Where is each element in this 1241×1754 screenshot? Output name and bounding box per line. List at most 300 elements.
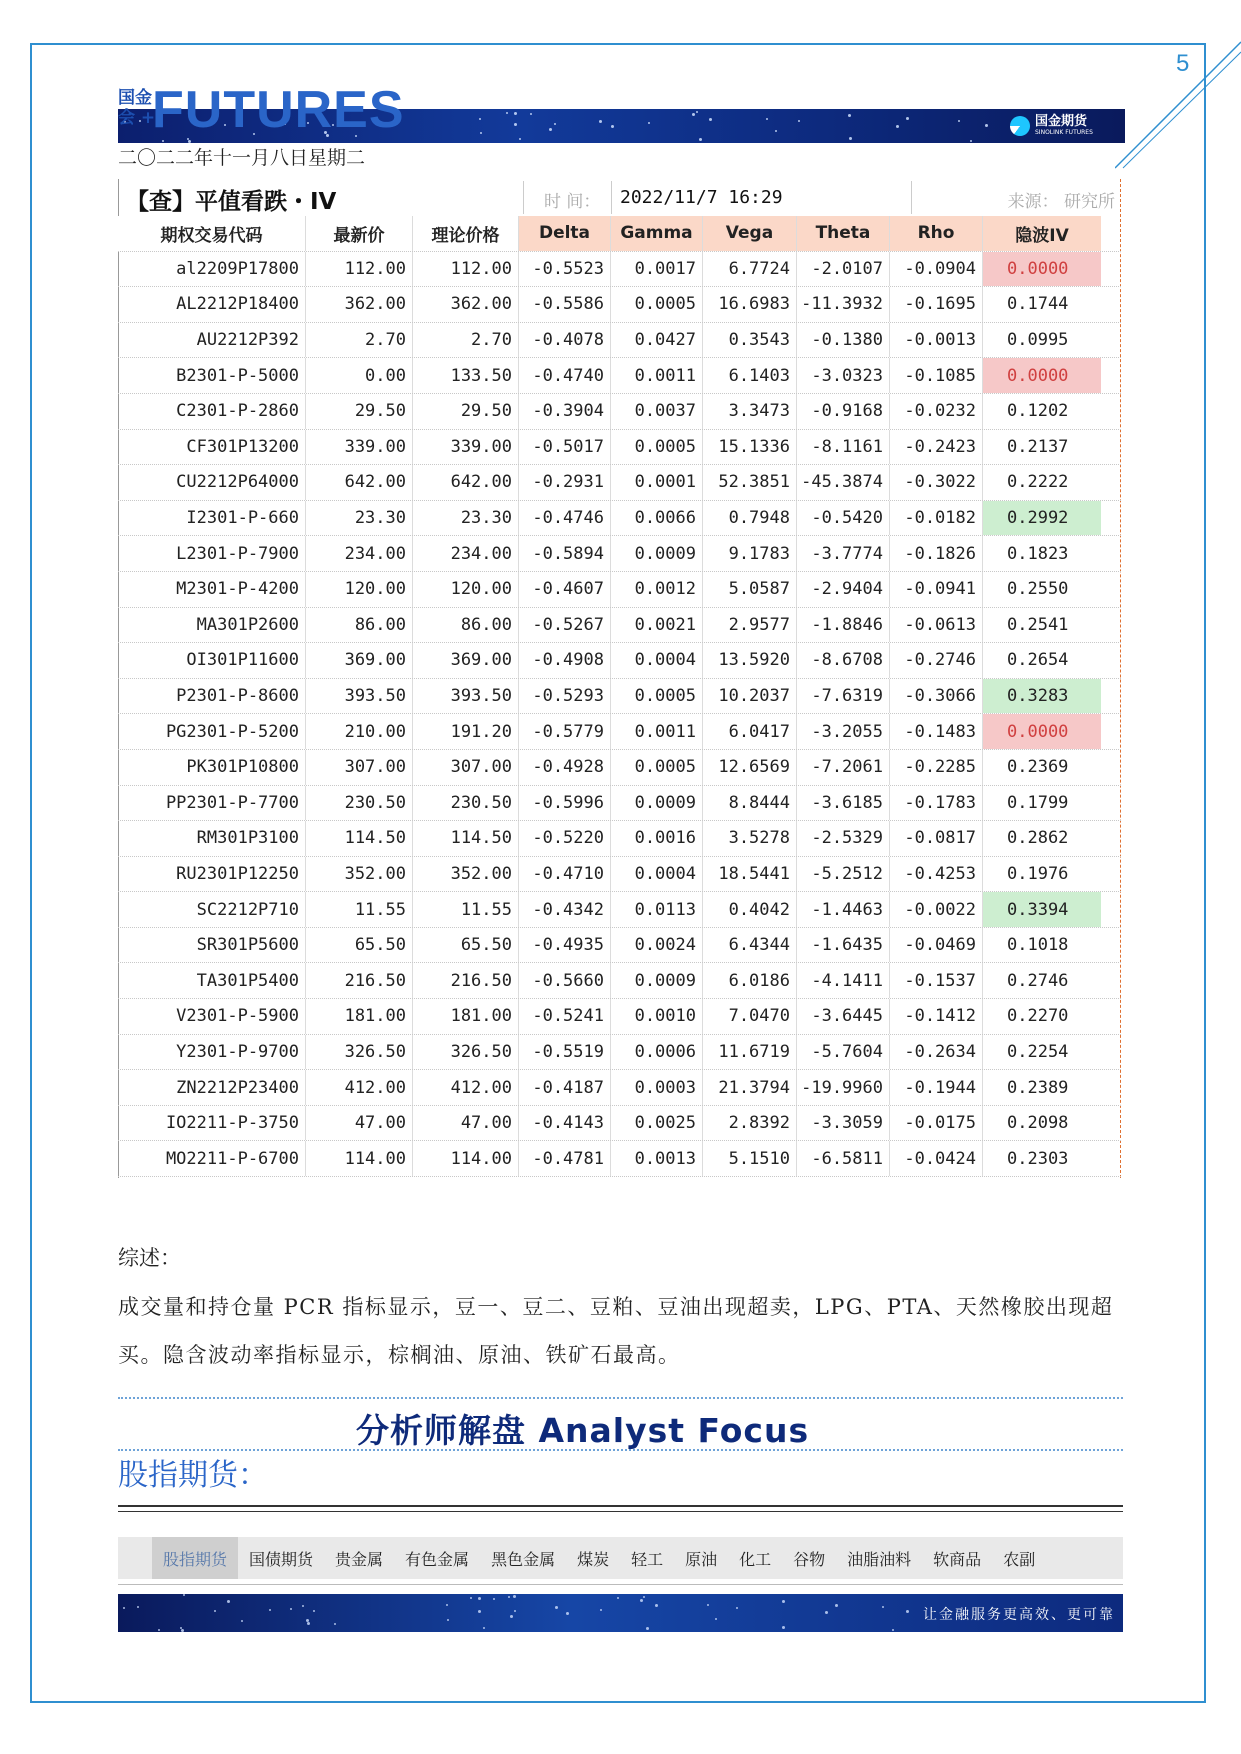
cell-rho: -0.0613 [890, 608, 983, 643]
cell-gamma: 0.0037 [611, 394, 703, 429]
cell-vega: 6.0417 [703, 714, 797, 749]
cell-theo: 412.00 [413, 1070, 519, 1105]
cell-iv: 0.2389 [1007, 1077, 1069, 1098]
cell-vega: 3.3473 [703, 394, 797, 429]
cell-theo: 369.00 [413, 643, 519, 678]
nav-item[interactable]: 煤炭 [577, 1549, 610, 1569]
cell-theo: 307.00 [413, 750, 519, 785]
cell-gamma: 0.0004 [611, 857, 703, 892]
cell-theta: -0.1380 [797, 323, 890, 358]
cell-theo: 216.50 [413, 963, 519, 998]
cell-gamma: 0.0005 [611, 287, 703, 322]
footer-banner [118, 1594, 1123, 1632]
cell-last: 23.30 [306, 501, 413, 536]
table-row [118, 252, 1121, 288]
cell-vega: 2.8392 [703, 1106, 797, 1141]
cell-vega: 10.2037 [703, 679, 797, 714]
table-row [118, 963, 1121, 999]
cell-last: 114.50 [306, 821, 413, 856]
report-date: 二〇二二年十一月八日星期二 [118, 147, 366, 169]
logo-chinese [118, 88, 155, 128]
cell-code: AU2212P392 [118, 323, 306, 358]
table-row [118, 572, 1121, 608]
table-row [118, 1141, 1121, 1177]
cell-vega: 6.1403 [703, 358, 797, 393]
table-row [118, 928, 1121, 964]
cell-gamma: 0.0427 [611, 323, 703, 358]
divider-dotted [118, 1397, 1123, 1399]
cell-last: 65.50 [306, 928, 413, 963]
cell-rho: -0.1783 [890, 786, 983, 821]
cell-delta: -0.5894 [519, 536, 611, 571]
cell-rho: -0.0469 [890, 928, 983, 963]
cell-last: 234.00 [306, 536, 413, 571]
cell-code: V2301-P-5900 [118, 999, 306, 1034]
cell-iv: 0.1823 [1007, 543, 1069, 564]
cell-last: 369.00 [306, 643, 413, 678]
cell-last: 112.00 [306, 252, 413, 287]
cell-delta: -0.2931 [519, 465, 611, 500]
cell-vega: 11.6719 [703, 1035, 797, 1070]
page-number: 5 [1176, 50, 1190, 77]
table-row [118, 287, 1121, 323]
table-row [118, 430, 1121, 466]
cell-iv: 0.0995 [1007, 330, 1069, 351]
cell-theta: -0.9168 [797, 394, 890, 429]
cell-theo: 114.00 [413, 1141, 519, 1176]
cell-rho: -0.0175 [890, 1106, 983, 1141]
col-header-vega: Vega [703, 216, 797, 251]
cell-theta: -0.5420 [797, 501, 890, 536]
cell-rho: -0.3022 [890, 465, 983, 500]
nav-item[interactable]: 化工 [739, 1549, 772, 1569]
cell-theo: 29.50 [413, 394, 519, 429]
cell-gamma: 0.0021 [611, 608, 703, 643]
footer-slogan: 让金融服务更高效、更可靠 [923, 1607, 1115, 1623]
cell-last: 230.50 [306, 786, 413, 821]
cell-theta: -2.9404 [797, 572, 890, 607]
cell-theo: 181.00 [413, 999, 519, 1034]
table-row [118, 821, 1121, 857]
cell-rho: -0.0941 [890, 572, 983, 607]
cell-theta: -5.2512 [797, 857, 890, 892]
cell-rho: -0.1826 [890, 536, 983, 571]
analyst-heading: 分析师解盘 Analyst Focus [356, 1411, 810, 1450]
cell-rho: -0.0424 [890, 1141, 983, 1176]
table-row [118, 608, 1121, 644]
cell-delta: -0.5586 [519, 287, 611, 322]
cell-theo: 65.50 [413, 928, 519, 963]
cell-last: 216.50 [306, 963, 413, 998]
nav-item[interactable]: 贵金属 [335, 1549, 384, 1569]
cell-rho: -0.0232 [890, 394, 983, 429]
cell-vega: 6.4344 [703, 928, 797, 963]
cell-rho: -0.1085 [890, 358, 983, 393]
cell-gamma: 0.0005 [611, 679, 703, 714]
category-nav [118, 1537, 1123, 1579]
cell-theo: 339.00 [413, 430, 519, 465]
cell-iv: 0.2992 [983, 501, 1101, 536]
logo-futures: FUTURES [152, 81, 405, 139]
time-value: 2022/11/7 16:29 [620, 187, 783, 208]
cell-vega: 0.7948 [703, 501, 797, 536]
cell-theta: -19.9960 [797, 1070, 890, 1105]
cell-last: 114.00 [306, 1141, 413, 1176]
cell-code: L2301-P-7900 [118, 536, 306, 571]
cell-iv: 0.2137 [1007, 436, 1069, 457]
cell-theo: 642.00 [413, 465, 519, 500]
cell-vega: 18.5441 [703, 857, 797, 892]
cell-code: AL2212P18400 [118, 287, 306, 322]
table-row [118, 786, 1121, 822]
nav-item[interactable]: 有色金属 [405, 1549, 470, 1569]
table-row [118, 750, 1121, 786]
nav-item[interactable]: 轻工 [631, 1549, 664, 1569]
cell-vega: 12.6569 [703, 750, 797, 785]
cell-code: Y2301-P-9700 [118, 1035, 306, 1070]
cell-theta: -3.3059 [797, 1106, 890, 1141]
table-row [118, 323, 1121, 359]
summary-text: 成交量和持仓量 PCR 指标显示，豆一、豆二、豆粕、豆油出现超卖，LPG、PTA、天然橡胶出现超买。隐含波动率指标显示，棕榈油、原油、铁矿石最高。 [118, 1295, 1114, 1367]
col-header-rho: Rho [890, 216, 983, 251]
cell-delta: -0.4078 [519, 323, 611, 358]
table-row [118, 1106, 1121, 1142]
cell-iv: 0.1744 [1007, 294, 1069, 315]
cell-iv: 0.0000 [983, 714, 1101, 749]
cell-last: 339.00 [306, 430, 413, 465]
cell-theo: 362.00 [413, 287, 519, 322]
cell-last: 326.50 [306, 1035, 413, 1070]
cell-code: al2209P17800 [118, 252, 306, 287]
cell-vega: 5.0587 [703, 572, 797, 607]
cell-theta: -1.6435 [797, 928, 890, 963]
table-row [118, 892, 1121, 928]
divider-dotted [118, 1449, 1123, 1451]
cell-last: 86.00 [306, 608, 413, 643]
cell-theta: -2.0107 [797, 252, 890, 287]
logo-cn-top: 国金 [118, 88, 152, 108]
cell-theo: 352.00 [413, 857, 519, 892]
cell-rho: -0.2285 [890, 750, 983, 785]
options-table [118, 179, 1121, 1178]
cell-iv: 0.0000 [983, 358, 1101, 393]
cell-rho: -0.1944 [890, 1070, 983, 1105]
cell-rho: -0.3066 [890, 679, 983, 714]
cell-delta: -0.3904 [519, 394, 611, 429]
col-header-theta: Theta [797, 216, 890, 251]
brand-name: 国金期货 [1035, 114, 1088, 129]
cell-rho: -0.2423 [890, 430, 983, 465]
cell-last: 362.00 [306, 287, 413, 322]
cell-iv: 0.2541 [1007, 614, 1069, 635]
col-header-theo: 理论价格 [413, 216, 519, 251]
cell-theta: -3.2055 [797, 714, 890, 749]
cell-theta: -1.4463 [797, 892, 890, 927]
cell-vega: 0.4042 [703, 892, 797, 927]
cell-gamma: 0.0066 [611, 501, 703, 536]
cell-delta: -0.4781 [519, 1141, 611, 1176]
cell-theo: 191.20 [413, 714, 519, 749]
cell-code: SR301P5600 [118, 928, 306, 963]
cell-gamma: 0.0011 [611, 358, 703, 393]
brand-circle-icon [1010, 116, 1030, 136]
cell-rho: -0.0013 [890, 323, 983, 358]
cell-last: 210.00 [306, 714, 413, 749]
cell-theta: -7.2061 [797, 750, 890, 785]
cell-vega: 0.3543 [703, 323, 797, 358]
logo-cn-bottom: 会 + [118, 108, 156, 128]
cell-code: CU2212P64000 [118, 465, 306, 500]
cell-rho: -0.0904 [890, 252, 983, 287]
cell-theta: -5.7604 [797, 1035, 890, 1070]
cell-theo: 114.50 [413, 821, 519, 856]
cell-theo: 11.55 [413, 892, 519, 927]
cell-gamma: 0.0016 [611, 821, 703, 856]
table-grid [118, 216, 1121, 1177]
cell-delta: -0.5267 [519, 608, 611, 643]
cell-iv: 0.2270 [1007, 1006, 1069, 1027]
cell-code: P2301-P-8600 [118, 679, 306, 714]
table-row [118, 465, 1121, 501]
cell-delta: -0.4607 [519, 572, 611, 607]
cell-rho: -0.0817 [890, 821, 983, 856]
cell-rho: -0.1537 [890, 963, 983, 998]
cell-code: MA301P2600 [118, 608, 306, 643]
cell-theo: 23.30 [413, 501, 519, 536]
cell-theta: -4.1411 [797, 963, 890, 998]
nav-item[interactable]: 油脂油料 [847, 1549, 912, 1569]
cell-delta: -0.5779 [519, 714, 611, 749]
cell-iv: 0.3283 [983, 679, 1101, 714]
cell-delta: -0.4143 [519, 1106, 611, 1141]
nav-divider [118, 1584, 1123, 1585]
cell-code: SC2212P710 [118, 892, 306, 927]
table-title-bar [118, 179, 1121, 216]
cell-delta: -0.4908 [519, 643, 611, 678]
cell-theo: 112.00 [413, 252, 519, 287]
cell-gamma: 0.0113 [611, 892, 703, 927]
cell-theta: -3.7774 [797, 536, 890, 571]
cell-theo: 120.00 [413, 572, 519, 607]
table-row [118, 501, 1121, 537]
cell-last: 11.55 [306, 892, 413, 927]
cell-gamma: 0.0009 [611, 963, 703, 998]
cell-delta: -0.4187 [519, 1070, 611, 1105]
cell-vega: 6.0186 [703, 963, 797, 998]
table-row [118, 679, 1121, 715]
cell-gamma: 0.0013 [611, 1141, 703, 1176]
cell-vega: 7.0470 [703, 999, 797, 1034]
cell-code: RM301P3100 [118, 821, 306, 856]
cell-rho: -0.1412 [890, 999, 983, 1034]
cell-iv: 0.2369 [1007, 757, 1069, 778]
cell-gamma: 0.0025 [611, 1106, 703, 1141]
table-row [118, 536, 1121, 572]
cell-theo: 393.50 [413, 679, 519, 714]
cell-last: 412.00 [306, 1070, 413, 1105]
cell-code: IO2211-P-3750 [118, 1106, 306, 1141]
brand-sub: SINOLINK FUTURES [1035, 129, 1093, 136]
table-row [118, 394, 1121, 430]
cell-iv: 0.1799 [1007, 792, 1069, 813]
cell-iv: 0.1976 [1007, 863, 1069, 884]
cell-code: TA301P5400 [118, 963, 306, 998]
cell-vega: 5.1510 [703, 1141, 797, 1176]
table-row [118, 857, 1121, 893]
cell-iv: 0.2746 [1007, 970, 1069, 991]
cell-last: 393.50 [306, 679, 413, 714]
cell-last: 120.00 [306, 572, 413, 607]
cell-theta: -7.6319 [797, 679, 890, 714]
cell-theta: -3.0323 [797, 358, 890, 393]
cell-gamma: 0.0009 [611, 786, 703, 821]
cell-delta: -0.4928 [519, 750, 611, 785]
nav-item[interactable]: 原油 [685, 1549, 718, 1569]
nav-item[interactable]: 黑色金属 [491, 1549, 556, 1569]
cell-vega: 21.3794 [703, 1070, 797, 1105]
section-title: 股指期货： [118, 1458, 268, 1493]
cell-gamma: 0.0024 [611, 928, 703, 963]
table-row [118, 643, 1121, 679]
cell-theta: -11.3932 [797, 287, 890, 322]
cell-theta: -1.8846 [797, 608, 890, 643]
time-label: 时 间： [544, 192, 601, 212]
cell-last: 47.00 [306, 1106, 413, 1141]
nav-item[interactable]: 国债期货 [249, 1549, 314, 1569]
cell-code: MO2211-P-6700 [118, 1141, 306, 1176]
summary-label: 综述： [118, 1246, 181, 1270]
cell-iv: 0.2222 [1007, 472, 1069, 493]
cell-last: 181.00 [306, 999, 413, 1034]
cell-rho: -0.2634 [890, 1035, 983, 1070]
cell-vega: 13.5920 [703, 643, 797, 678]
cell-code: PP2301-P-7700 [118, 786, 306, 821]
cell-iv: 0.2303 [1007, 1148, 1069, 1169]
cell-theo: 47.00 [413, 1106, 519, 1141]
cell-delta: -0.5220 [519, 821, 611, 856]
table-row [118, 1035, 1121, 1071]
cell-theo: 86.00 [413, 608, 519, 643]
cell-theta: -3.6185 [797, 786, 890, 821]
brand-logo [1010, 112, 1120, 140]
cell-theta: -6.5811 [797, 1141, 890, 1176]
nav-item[interactable]: 软商品 [933, 1549, 982, 1569]
nav-item[interactable]: 股指期货 [152, 1537, 238, 1579]
cell-vega: 2.9577 [703, 608, 797, 643]
cell-rho: -0.1483 [890, 714, 983, 749]
cell-delta: -0.4710 [519, 857, 611, 892]
cell-code: CF301P13200 [118, 430, 306, 465]
cell-gamma: 0.0011 [611, 714, 703, 749]
cell-code: I2301-P-660 [118, 501, 306, 536]
cell-last: 307.00 [306, 750, 413, 785]
cell-theo: 230.50 [413, 786, 519, 821]
cell-iv: 0.2550 [1007, 579, 1069, 600]
cell-theta: -45.3874 [797, 465, 890, 500]
col-header-gamma: Gamma [611, 216, 703, 251]
cell-iv: 0.1018 [1007, 935, 1069, 956]
cell-gamma: 0.0012 [611, 572, 703, 607]
cell-last: 352.00 [306, 857, 413, 892]
cell-theta: -8.6708 [797, 643, 890, 678]
cell-delta: -0.5523 [519, 252, 611, 287]
table-row [118, 714, 1121, 750]
cell-delta: -0.5017 [519, 430, 611, 465]
source-label: 来源： 研究所 [1007, 192, 1115, 212]
cell-gamma: 0.0017 [611, 252, 703, 287]
cell-rho: -0.2746 [890, 643, 983, 678]
cell-delta: -0.5519 [519, 1035, 611, 1070]
cell-gamma: 0.0001 [611, 465, 703, 500]
cell-delta: -0.4342 [519, 892, 611, 927]
cell-theo: 133.50 [413, 358, 519, 393]
nav-item[interactable]: 农副 [1003, 1549, 1036, 1569]
table-row [118, 1070, 1121, 1106]
nav-item[interactable]: 谷物 [793, 1549, 826, 1569]
cell-delta: -0.5660 [519, 963, 611, 998]
table-row [118, 999, 1121, 1035]
cell-vega: 6.7724 [703, 252, 797, 287]
table-row [118, 358, 1121, 394]
cell-iv: 0.0000 [983, 252, 1101, 287]
cell-code: B2301-P-5000 [118, 358, 306, 393]
cell-rho: -0.0182 [890, 501, 983, 536]
cell-gamma: 0.0005 [611, 750, 703, 785]
cell-iv: 0.3394 [983, 892, 1101, 927]
cell-delta: -0.4935 [519, 928, 611, 963]
col-header-last: 最新价 [306, 216, 413, 251]
cell-vega: 9.1783 [703, 536, 797, 571]
cell-gamma: 0.0004 [611, 643, 703, 678]
cell-theo: 2.70 [413, 323, 519, 358]
cell-rho: -0.0022 [890, 892, 983, 927]
cell-vega: 15.1336 [703, 430, 797, 465]
cell-rho: -0.1695 [890, 287, 983, 322]
cell-last: 29.50 [306, 394, 413, 429]
col-header-code: 期权交易代码 [118, 216, 306, 251]
cell-delta: -0.5293 [519, 679, 611, 714]
cell-delta: -0.5996 [519, 786, 611, 821]
cell-iv: 0.2654 [1007, 650, 1069, 671]
cell-iv: 0.2254 [1007, 1041, 1069, 1062]
cell-code: PG2301-P-5200 [118, 714, 306, 749]
cell-theo: 326.50 [413, 1035, 519, 1070]
cell-theo: 234.00 [413, 536, 519, 571]
cell-gamma: 0.0003 [611, 1070, 703, 1105]
cell-theta: -3.6445 [797, 999, 890, 1034]
cell-gamma: 0.0006 [611, 1035, 703, 1070]
cell-code: RU2301P12250 [118, 857, 306, 892]
col-header-iv: 隐波IV [983, 216, 1101, 251]
cell-gamma: 0.0009 [611, 536, 703, 571]
cell-vega: 16.6983 [703, 287, 797, 322]
cell-theta: -8.1161 [797, 430, 890, 465]
table-header-row [118, 216, 1121, 252]
cell-last: 0.00 [306, 358, 413, 393]
cell-last: 2.70 [306, 323, 413, 358]
cell-theta: -2.5329 [797, 821, 890, 856]
cell-code: C2301-P-2860 [118, 394, 306, 429]
cell-code: PK301P10800 [118, 750, 306, 785]
cell-rho: -0.4253 [890, 857, 983, 892]
cell-iv: 0.2098 [1007, 1113, 1069, 1134]
cell-delta: -0.4740 [519, 358, 611, 393]
cell-iv: 0.2862 [1007, 828, 1069, 849]
cell-vega: 8.8444 [703, 786, 797, 821]
cell-vega: 3.5278 [703, 821, 797, 856]
cell-vega: 52.3851 [703, 465, 797, 500]
cell-code: OI301P11600 [118, 643, 306, 678]
